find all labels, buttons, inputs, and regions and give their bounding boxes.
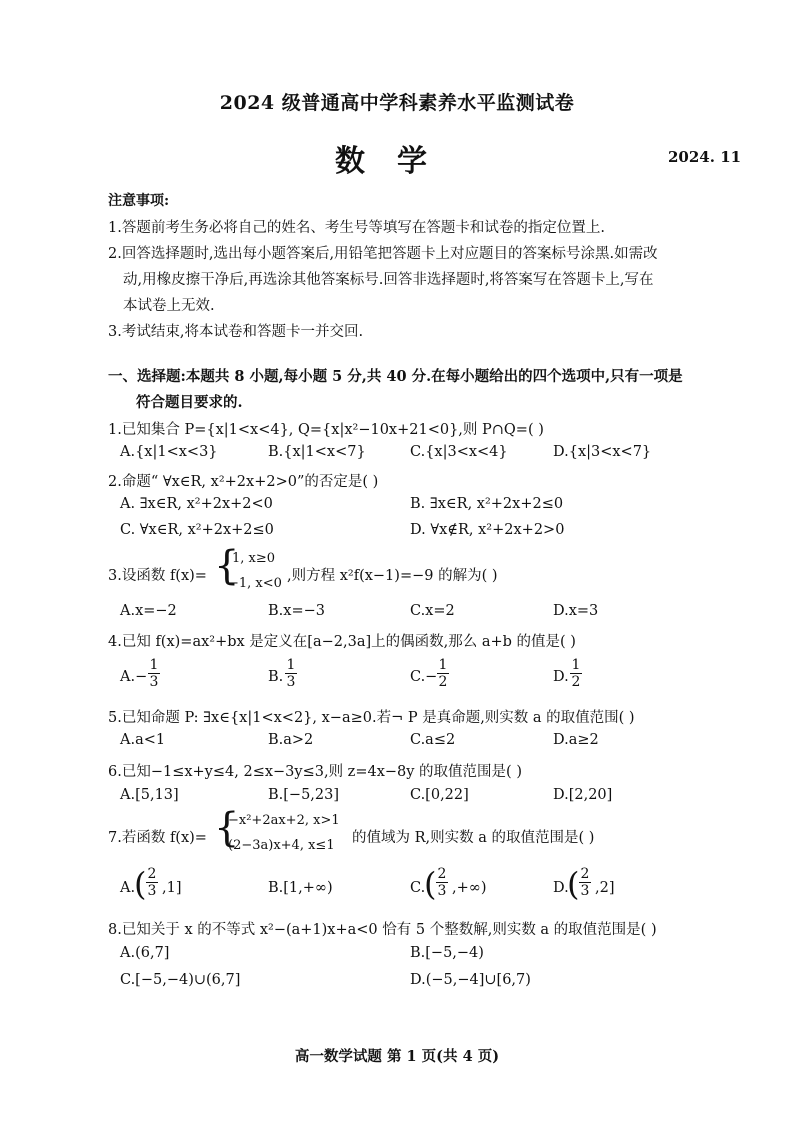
notice-line: 1.答题前考生务必将自己的姓名、考生号等填写在答题卡和试卷的指定位置上. — [108, 220, 605, 236]
q2-option-b: B. ∃x∈R, x²+2x+2≤0 — [410, 496, 564, 512]
section-heading: 一、选择题:本题共 8 小题,每小题 5 分,共 40 分.在每小题给出的四个选项中,只有一项是 — [108, 368, 683, 385]
section-heading-cont: 符合题目要求的. — [136, 394, 243, 411]
notice-heading: 注意事项: — [108, 193, 170, 209]
q7-option-c-tail: ,+∞) — [452, 880, 487, 896]
q4-option-d-fraction: 1 2 — [571, 657, 581, 690]
q5-option-c: C.a≤2 — [410, 732, 456, 748]
page-footer: 高一数学试题 第 1 页(共 4 页) — [294, 1048, 500, 1065]
q4-option-c-fraction: 1 2 — [438, 657, 448, 690]
q7-option-d-fraction: 2 3 — [580, 866, 590, 899]
q6-option-a: A.[5,13] — [120, 787, 179, 803]
q7-option-a-tail: ,1] — [162, 880, 182, 896]
piecewise-brace: { — [214, 543, 240, 589]
question-1-stem: 1.已知集合 P={x|1<x<4}, Q={x|x²−10x+21<0},则 P∩Q=( ) — [108, 422, 544, 438]
q6-option-c: C.[0,22] — [410, 787, 469, 803]
q2-option-c: C. ∀x∈R, x²+2x+2≤0 — [120, 522, 274, 538]
q4-option-b-fraction: 1 3 — [286, 657, 296, 690]
q3-option-c: C.x=2 — [410, 603, 455, 619]
notice-line: 动,用橡皮擦干净后,再选涂其他答案标号.回答非选择题时,将答案写在答题卡上,写在 — [123, 272, 654, 288]
q3-option-a: A.x=−2 — [120, 603, 177, 619]
q7-piece-2: (2−3a)x+4, x≤1 — [228, 838, 335, 853]
q8-option-c: C.[−5,−4)∪(6,7] — [120, 972, 241, 988]
q3-piece-1: 1, x≥0 — [232, 551, 276, 566]
q4-option-a-fraction: 1 3 — [149, 657, 159, 690]
open-paren: ( — [134, 865, 147, 903]
question-2-stem: 2.命题“ ∀x∈R, x²+2x+2>0”的否定是( ) — [108, 474, 379, 490]
open-paren: ( — [424, 865, 437, 903]
notice-line: 2.回答选择题时,选出每小题答案后,用铅笔把答题卡上对应题目的答案标号涂黑.如需改 — [108, 246, 658, 262]
question-4-stem: 4.已知 f(x)=ax²+bx 是定义在[a−2,3a]上的偶函数,那么 a+b 的值是( ) — [108, 634, 576, 650]
question-7-suffix: 的值域为 R,则实数 a 的取值范围是( ) — [352, 830, 595, 846]
q1-option-b: B.{x|1<x<7} — [268, 444, 366, 460]
piecewise-brace: { — [214, 805, 240, 851]
q4-option-b-label: B. — [268, 669, 284, 685]
q3-piece-2: −1, x<0 — [228, 576, 282, 591]
q2-option-a: A. ∃x∈R, x²+2x+2<0 — [120, 496, 273, 512]
exam-title: 2024 级普通高中学科素养水平监测试卷 — [219, 92, 575, 114]
q3-option-d: D.x=3 — [553, 603, 599, 619]
question-3-suffix: ,则方程 x²f(x−1)=−9 的解为( ) — [287, 568, 498, 584]
notice-line: 本试卷上无效. — [123, 298, 215, 314]
q7-piece-1: −x²+2ax+2, x>1 — [228, 813, 340, 828]
q7-option-b: B.[1,+∞) — [268, 880, 333, 896]
q6-option-b: B.[−5,23] — [268, 787, 340, 803]
q7-option-d-label: D. — [553, 880, 569, 896]
q6-option-d: D.[2,20] — [553, 787, 613, 803]
q8-option-d: D.(−5,−4]∪[6,7) — [410, 972, 531, 988]
question-5-stem: 5.已知命题 P: ∃x∈{x|1<x<2}, x−a≥0.若¬ P 是真命题,则实数 a 的取值范围( ) — [108, 710, 635, 726]
q4-option-a-label: A.− — [120, 669, 148, 685]
q7-option-d-tail: ,2] — [595, 880, 615, 896]
question-7-prefix: 7.若函数 f(x)= — [108, 830, 207, 846]
subject-heading: 数学 — [335, 144, 459, 179]
q7-option-a-fraction: 2 3 — [147, 866, 157, 899]
q1-option-d: D.{x|3<x<7} — [553, 444, 652, 460]
q7-option-c-label: C. — [410, 880, 426, 896]
exam-date: 2024. 11 — [668, 148, 742, 166]
open-paren: ( — [567, 865, 580, 903]
q1-option-c: C.{x|3<x<4} — [410, 444, 508, 460]
q4-option-c-label: C.− — [410, 669, 438, 685]
q5-option-a: A.a<1 — [120, 732, 166, 748]
q7-option-c-fraction: 2 3 — [437, 866, 447, 899]
q7-option-a-label: A. — [120, 880, 136, 896]
q8-option-b: B.[−5,−4) — [410, 945, 484, 961]
question-3-prefix: 3.设函数 f(x)= — [108, 568, 207, 584]
q3-option-b: B.x=−3 — [268, 603, 325, 619]
q1-option-a: A.{x|1<x<3} — [120, 444, 218, 460]
notice-line: 3.考试结束,将本试卷和答题卡一并交回. — [108, 324, 364, 340]
q2-option-d: D. ∀x∉R, x²+2x+2>0 — [410, 522, 565, 538]
q5-option-b: B.a>2 — [268, 732, 314, 748]
q5-option-d: D.a≥2 — [553, 732, 599, 748]
q4-option-d-label: D. — [553, 669, 569, 685]
question-6-stem: 6.已知−1≤x+y≤4, 2≤x−3y≤3,则 z=4x−8y 的取值范围是( ) — [108, 764, 522, 780]
question-8-stem: 8.已知关于 x 的不等式 x²−(a+1)x+a<0 恰有 5 个整数解,则实数 a 的取值范围是( ) — [108, 922, 657, 938]
q8-option-a: A.(6,7] — [120, 945, 170, 961]
